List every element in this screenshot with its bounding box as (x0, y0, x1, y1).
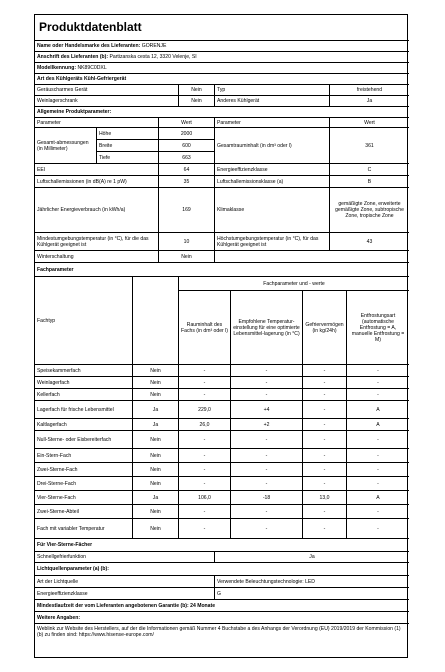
compartment-name: Vier-Sterne-Fach (35, 491, 133, 505)
compartment-type-header: Fachtyp (35, 277, 133, 365)
compartment-name: Fach mit variabler Temperatur (35, 519, 133, 539)
compartment-name: Ein-Stern-Fach (35, 449, 133, 463)
compartment-volume: - (179, 389, 231, 401)
compartment-freeze: - (303, 519, 347, 539)
compartment-defrost-header: Entfrostungsart (automatische Entfrostung = A, manuelle Entfrostung = M) (347, 291, 409, 365)
compartment-present: Nein (133, 365, 179, 377)
type-label: Typ (215, 85, 330, 96)
supplier-address-value: Partizanska cesta 12, 3320 Velenje, SI (109, 54, 197, 60)
supplier-address-label: Anschrift des Lieferanten (b): (37, 54, 109, 60)
compartments-header: Fachparameter (35, 263, 409, 277)
compartment-name: Drei-Sterne-Fach (35, 477, 133, 491)
type-value: freistehend (330, 85, 409, 96)
compartment-present: Ja (133, 419, 179, 431)
compartment-temp: - (231, 377, 303, 389)
noise-emission-label: Luftschallemissionen (in dB(A) re 1 pW) (35, 176, 159, 188)
noise-class-label: Luftschallemissionsklasse (a) (215, 176, 330, 188)
compartment-temp: - (231, 505, 303, 519)
compartment-defrost: - (347, 519, 409, 539)
compartment-temp: - (231, 431, 303, 449)
warranty-row (35, 600, 409, 612)
compartment-freeze: - (303, 419, 347, 431)
value-header-right: Wert (330, 118, 409, 128)
compartment-present: Nein (133, 431, 179, 449)
compartment-present: Nein (133, 505, 179, 519)
noise-value: Nein (179, 85, 215, 96)
noise-emission-value: 35 (159, 176, 215, 188)
compartment-volume: - (179, 463, 231, 477)
model-row (35, 63, 409, 74)
compartment-freeze: - (303, 505, 347, 519)
compartment-name: Kaltlagerfach (35, 419, 133, 431)
compartment-present: Nein (133, 519, 179, 539)
param-header-right: Parameter (215, 118, 330, 128)
compartment-temp: -18 (231, 491, 303, 505)
compartment-name: Zwei-Sterne-Abteil (35, 505, 133, 519)
depth-value: 663 (159, 152, 215, 164)
compartment-temp: +2 (231, 419, 303, 431)
compartment-freeze: - (303, 477, 347, 491)
general-header: Allgemeine Produktparameter: (35, 107, 409, 118)
compartment-volume: - (179, 519, 231, 539)
fast-freeze-value: Ja (215, 552, 409, 563)
compartment-temp: - (231, 519, 303, 539)
compartment-present: Nein (133, 377, 179, 389)
eei-label: EEI (35, 164, 159, 176)
wine-label: Weinlagerschrank (35, 96, 179, 107)
model-label: Modellkennung: (37, 65, 77, 71)
param-header-left: Parameter (35, 118, 159, 128)
min-temp-value: 10 (159, 233, 215, 251)
compartment-volume-header: Rauminhalt des Fachs (in dm³ oder l) (179, 291, 231, 365)
compartment-group-header: Fachparameter und - werte (179, 277, 409, 291)
compartment-defrost: - (347, 365, 409, 377)
max-temp-value: 43 (330, 233, 409, 251)
compartment-temp: - (231, 463, 303, 477)
climate-class-label: Klimaklasse (215, 188, 330, 233)
compartment-volume: 229,0 (179, 401, 231, 419)
noise-class-value: B (330, 176, 409, 188)
light-class-label: Energieeffizienzklasse (35, 588, 215, 600)
model-value: NK89C0DXL (77, 65, 107, 71)
compartment-name: Zwei-Sterne-Fach (35, 463, 133, 477)
width-label: Breite (97, 140, 159, 152)
compartment-defrost: - (347, 477, 409, 491)
compartment-volume: - (179, 449, 231, 463)
compartment-volume: - (179, 431, 231, 449)
four-star-header: Für Vier-Sterne-Fächer (35, 539, 409, 552)
compartment-freeze-header: Gefriervermögen (in kg/24h) (303, 291, 347, 365)
light-class-value: G (215, 588, 409, 600)
compartment-present: Nein (133, 463, 179, 477)
winter-filler (215, 251, 409, 263)
climate-class-value: gemäßigte Zone, erweiterte gemäßigte Zone, subtropische Zone, tropische Zone (330, 188, 409, 233)
compartment-defrost: A (347, 491, 409, 505)
compartment-present: Ja (133, 491, 179, 505)
supplier-address-row (35, 52, 409, 63)
compartment-present: Nein (133, 449, 179, 463)
compartment-name: Speisekammerfach (35, 365, 133, 377)
compartment-defrost: - (347, 505, 409, 519)
compartment-freeze: - (303, 365, 347, 377)
compartment-name: Weinlagerfach (35, 377, 133, 389)
max-temp-label: Höchstumgebungstemperatur (in °C), für das Kühlgerät geeignet ist (215, 233, 330, 251)
compartment-freeze: - (303, 389, 347, 401)
energy-consumption-label: Jährlicher Energieverbrauch (in kWh/a) (35, 188, 159, 233)
compartment-temp: - (231, 389, 303, 401)
compartment-present: Nein (133, 477, 179, 491)
energy-class-label: Energieeffizienzklasse (215, 164, 330, 176)
compartment-defrost: - (347, 389, 409, 401)
compartment-volume: 106,0 (179, 491, 231, 505)
compartment-name: Null-Sterne- oder Eisbereiterfach (35, 431, 133, 449)
compartment-present: Nein (133, 389, 179, 401)
dimensions-label: Gesamt-abmessungen (in Millimeter) (35, 128, 97, 164)
supplier-name-row (35, 41, 409, 52)
compartment-name: Lagerfach für frische Lebensmittel (35, 401, 133, 419)
volume-label: Gesamtrauminhalt (in dm³ oder l) (215, 128, 330, 164)
winter-label: Winterschaltung (35, 251, 159, 263)
light-header: Lichtquellenparameter (a) (b): (35, 563, 409, 576)
volume-value: 361 (330, 128, 409, 164)
compartment-freeze: - (303, 401, 347, 419)
eei-value: 64 (159, 164, 215, 176)
compartment-freeze: - (303, 449, 347, 463)
compartment-name: Kellerfach (35, 389, 133, 401)
compartment-defrost: - (347, 449, 409, 463)
appliance-type-header: Art des Kühlgeräts Kühl-Gefriergerät (35, 74, 409, 85)
other-value: Ja (330, 96, 409, 107)
compartment-present-header (133, 277, 179, 365)
product-datasheet (34, 14, 408, 658)
compartment-freeze: - (303, 431, 347, 449)
compartment-volume: - (179, 505, 231, 519)
page-title: Produktdatenblatt (35, 15, 409, 41)
light-type-value: Verwendete Beleuchtungstechnologie: LED (215, 576, 409, 588)
compartment-freeze: 13,0 (303, 491, 347, 505)
compartment-present: Ja (133, 401, 179, 419)
depth-label: Tiefe (97, 152, 159, 164)
noise-label: Geräuscharmes Gerät (35, 85, 179, 96)
further-header: Weitere Angaben: (35, 612, 409, 624)
further-text: Weblink zur Website des Herstellers, auf der die Informationen gemäß Nummer 4 Buchstabe a des Anhangs der Verordnung (EU) 2019/2019 der Kommission (1) (b) zu finden sind: https://www.hisense-europe.com/ (37, 625, 401, 638)
height-label: Höhe (97, 128, 159, 140)
compartment-volume: - (179, 365, 231, 377)
fast-freeze-label: Schnellgefrierfunktion (35, 552, 215, 563)
compartment-defrost: A (347, 401, 409, 419)
compartment-temp-header: Empfohlene Temperatur-einstellung für eine optimierte Lebensmittel-lagerung (in °C) (231, 291, 303, 365)
warranty-label: Mindestlaufzeit der vom Lieferanten angebotenen Garantie (b): (37, 602, 189, 609)
min-temp-label: Mindestumgebungstemperatur (in °C), für die das Kühlgerät geeignet ist (35, 233, 159, 251)
compartment-defrost: - (347, 463, 409, 477)
width-value: 600 (159, 140, 215, 152)
compartment-defrost: A (347, 419, 409, 431)
supplier-name-label: Name oder Handelsmarke des Lieferanten: (37, 43, 141, 49)
compartment-volume: 26,0 (179, 419, 231, 431)
compartment-temp: +4 (231, 401, 303, 419)
compartment-temp: - (231, 449, 303, 463)
light-type-label: Art der Lichtquelle (35, 576, 215, 588)
winter-value: Nein (159, 251, 215, 263)
warranty-value: 24 Monate (190, 602, 216, 609)
energy-consumption-value: 169 (159, 188, 215, 233)
wine-value: Nein (179, 96, 215, 107)
compartment-defrost: - (347, 377, 409, 389)
compartment-freeze: - (303, 377, 347, 389)
supplier-name-value: GORENJE (141, 43, 167, 49)
other-label: Anderes Kühlgerät (215, 96, 330, 107)
compartment-defrost: - (347, 431, 409, 449)
value-header-left: Wert (159, 118, 215, 128)
compartment-volume: - (179, 377, 231, 389)
energy-class-value: C (330, 164, 409, 176)
compartment-temp: - (231, 477, 303, 491)
compartment-freeze: - (303, 463, 347, 477)
compartment-volume: - (179, 477, 231, 491)
compartment-temp: - (231, 365, 303, 377)
height-value: 2000 (159, 128, 215, 140)
